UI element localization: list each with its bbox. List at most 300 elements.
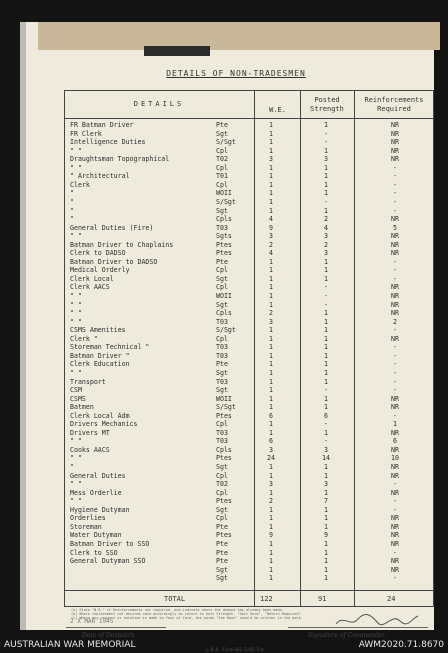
cell-rank: Sgt — [216, 129, 228, 138]
cell-rank: T03 — [216, 351, 228, 360]
cell-posted: 1 — [324, 172, 328, 181]
cell-rank: Cpl — [216, 146, 228, 155]
cell-rank: Sgt — [216, 386, 228, 395]
cell-rank: Ptes — [216, 497, 232, 506]
cell-reinforcements: NR — [391, 240, 399, 249]
table-row — [64, 164, 434, 172]
details-table — [64, 90, 434, 607]
header-reinf: Reinforcements Required — [364, 96, 424, 113]
cell-reinforcements: 10 — [391, 454, 399, 463]
cell-rank: S/Sgt — [216, 326, 236, 335]
cell-reinforcements: - — [393, 163, 397, 172]
document-title: DETAILS OF NON-TRADESMEN — [166, 69, 306, 78]
cell-posted: 1 — [324, 163, 328, 172]
cell-we: 1 — [269, 292, 273, 300]
cell-rank: Pte — [216, 548, 228, 557]
cell-reinforcements: NR — [391, 283, 399, 292]
cell-rank: Cpl — [216, 471, 228, 480]
cell-rank: Sgt — [216, 274, 228, 283]
table-row — [64, 463, 434, 471]
cell-detail: " " — [70, 437, 82, 446]
cell-detail: Medical Orderly — [70, 266, 130, 275]
date-stamp: 2 X MAR 1945 — [70, 618, 114, 625]
table-row — [64, 275, 434, 283]
cell-we: 1 — [269, 189, 273, 198]
cell-rank: Cpl — [216, 180, 228, 189]
cell-we: 1 — [269, 557, 273, 566]
cell-detail: Hygiene Dutyman — [70, 505, 130, 514]
cell-detail: " " — [70, 292, 82, 300]
cell-we: 1 — [269, 488, 273, 497]
table-row — [64, 403, 434, 411]
table-row — [64, 574, 434, 582]
cell-posted: 3 — [324, 232, 328, 241]
cell-reinforcements: - — [393, 197, 397, 206]
cell-we: 1 — [269, 471, 273, 480]
cell-rank: T02 — [216, 155, 228, 164]
cell-rank: Ptes — [216, 411, 232, 420]
redacted-block — [144, 46, 210, 56]
cell-posted: 1 — [324, 574, 328, 583]
cell-reinforcements: - — [393, 505, 397, 514]
cell-we: 1 — [269, 206, 273, 215]
cell-we: 1 — [269, 300, 273, 309]
cell-detail: General Duties — [70, 471, 126, 480]
table-row — [64, 198, 434, 206]
cell-detail: Clerk AACS — [70, 283, 110, 292]
cell-rank: T01 — [216, 172, 228, 181]
cell-rank: Pte — [216, 522, 228, 531]
table-row — [64, 472, 434, 480]
cell-posted: 2 — [324, 240, 328, 249]
cell-detail: Orderlies — [70, 514, 106, 523]
cell-posted: 14 — [322, 454, 330, 463]
cell-posted: 1 — [324, 428, 328, 437]
cell-we: 1 — [269, 197, 273, 206]
cell-reinforcements: - — [393, 480, 397, 489]
cell-posted: 1 — [324, 368, 328, 377]
cell-detail: " " — [70, 480, 82, 489]
table-row — [64, 352, 434, 360]
cell-reinforcements: NR — [391, 309, 399, 318]
cell-detail: CSMS Amenities — [70, 326, 126, 335]
cell-reinforcements: NR — [391, 334, 399, 343]
cell-detail: Clerk Local — [70, 274, 114, 283]
cell-we: 1 — [269, 180, 273, 189]
cell-posted: 1 — [324, 317, 328, 326]
table-row — [64, 531, 434, 539]
cell-we: 1 — [269, 403, 273, 412]
cell-reinforcements: - — [393, 172, 397, 181]
cell-detail: Clerk — [70, 180, 90, 189]
cell-we: 1 — [269, 257, 273, 266]
table-row — [64, 232, 434, 240]
cell-detail: Mess Orderlie — [70, 488, 122, 497]
table-row — [64, 138, 434, 146]
cell-rank: T03 — [216, 437, 228, 446]
cell-we: 1 — [269, 360, 273, 369]
cell-rank: Ptes — [216, 240, 232, 249]
cell-posted: 2 — [324, 215, 328, 224]
cell-posted: - — [324, 292, 328, 300]
cell-rank: Sgt — [216, 300, 228, 309]
cell-we: 1 — [269, 343, 273, 352]
form-reference: L.R.Q. Form-362-1/45-5lm. — [206, 647, 267, 652]
cell-we: 1 — [269, 266, 273, 275]
cell-reinforcements: NR — [391, 531, 399, 540]
cell-we: 6 — [269, 437, 273, 446]
cell-we: 1 — [269, 522, 273, 531]
cell-reinforcements: - — [393, 368, 397, 377]
cell-posted: 1 — [324, 394, 328, 403]
cell-reinforcements: - — [393, 548, 397, 557]
table-row — [64, 301, 434, 309]
footnote-a: (a) State "N.R." if Reinforcements not required, and indicate where the demand has already been made. — [71, 608, 284, 612]
cell-we: 3 — [269, 445, 273, 454]
cell-posted: 1 — [324, 403, 328, 412]
cell-we: 1 — [269, 138, 273, 147]
cell-posted: - — [324, 300, 328, 309]
cell-rank: Sgt — [216, 574, 228, 583]
cell-detail: " " — [70, 300, 82, 309]
cell-detail: " — [70, 463, 74, 471]
cell-reinforcements: - — [393, 351, 397, 360]
cell-detail: " " — [70, 317, 82, 326]
cell-detail: Water Dutyman — [70, 531, 122, 540]
cell-we: 1 — [269, 283, 273, 292]
cell-rank: WOII — [216, 189, 232, 198]
cell-posted: 1 — [324, 539, 328, 548]
cell-reinforcements: - — [393, 343, 397, 352]
cell-we: 2 — [269, 497, 273, 506]
cell-posted: 1 — [324, 334, 328, 343]
cell-we: 1 — [269, 351, 273, 360]
cell-posted: 1 — [324, 351, 328, 360]
cell-we: 9 — [269, 531, 273, 540]
date-line — [66, 627, 166, 628]
cell-detail: Clerk Education — [70, 360, 130, 369]
table-row — [64, 172, 434, 180]
cell-posted: 3 — [324, 249, 328, 258]
cell-rank: Sgt — [216, 565, 228, 574]
cell-posted: 1 — [324, 180, 328, 189]
cell-rank: Cpls — [216, 309, 232, 318]
cell-detail: Batman Driver " — [70, 351, 130, 360]
cell-we: 1 — [269, 334, 273, 343]
table-row — [64, 454, 434, 462]
cell-detail: " " — [70, 163, 82, 172]
cell-detail: " Architectural — [70, 172, 130, 181]
table-row — [64, 360, 434, 368]
cell-reinforcements: NR — [391, 428, 399, 437]
cell-detail: Draughtsman Topographical — [70, 155, 170, 164]
date-of-despatch-label: Date of Despatch — [82, 632, 135, 639]
cell-detail: General Duties (Fire) — [70, 223, 154, 232]
cell-posted: 3 — [324, 480, 328, 489]
footnote-c: (c) Where any request or notation is made on face of form, the words "See Back" should be written in the back. — [71, 616, 303, 620]
cell-reinforcements: NR — [391, 121, 399, 129]
table-row — [64, 121, 434, 129]
cell-detail: Clerk " — [70, 334, 98, 343]
cell-rank: Pte — [216, 257, 228, 266]
cell-posted: 1 — [324, 505, 328, 514]
table-row — [64, 207, 434, 215]
cell-reinforcements: NR — [391, 522, 399, 531]
cell-posted: 4 — [324, 223, 328, 232]
cell-detail: Batman Driver to SSO — [70, 539, 150, 548]
cell-we: 3 — [269, 155, 273, 164]
cell-rank: S/Sgt — [216, 197, 236, 206]
cell-reinforcements: - — [393, 377, 397, 386]
cell-we: 1 — [269, 548, 273, 557]
cell-posted: 6 — [324, 411, 328, 420]
cell-posted: 1 — [324, 377, 328, 386]
table-top-rule — [64, 90, 434, 91]
total-posted: 91 — [318, 595, 327, 603]
cell-reinforcements: - — [393, 257, 397, 266]
cell-we: 1 — [269, 463, 273, 471]
cell-posted: - — [324, 386, 328, 395]
signature-line — [288, 627, 428, 628]
cell-reinforcements: 6 — [393, 437, 397, 446]
cell-we: 1 — [269, 428, 273, 437]
table-row — [64, 429, 434, 437]
table-row — [64, 549, 434, 557]
table-row — [64, 155, 434, 163]
cell-posted: 1 — [324, 557, 328, 566]
cell-reinforcements: NR — [391, 292, 399, 300]
cell-detail: Batman Driver to Chaplains — [70, 240, 174, 249]
cell-detail: CSMS — [70, 394, 86, 403]
cell-reinforcements: - — [393, 274, 397, 283]
cell-posted: - — [324, 129, 328, 138]
cell-posted: - — [324, 197, 328, 206]
footnote-b: (b) Where replacement not desired note accordingly as return to Unit Strength, "Unit Sore", "Return Required". — [71, 612, 303, 616]
cell-we: 3 — [269, 480, 273, 489]
cell-we: 1 — [269, 377, 273, 386]
table-row — [64, 514, 434, 522]
cell-posted: 1 — [324, 360, 328, 369]
table-row — [64, 489, 434, 497]
cell-reinforcements: - — [393, 386, 397, 395]
cell-detail: " " — [70, 232, 82, 241]
cell-rank: Sgt — [216, 505, 228, 514]
cell-reinforcements: NR — [391, 232, 399, 241]
cell-reinforcements: NR — [391, 557, 399, 566]
table-row — [64, 292, 434, 300]
table-row — [64, 241, 434, 249]
cell-rank: Cpl — [216, 514, 228, 523]
cell-detail: Clerk Local Adm — [70, 411, 130, 420]
cell-we: 4 — [269, 215, 273, 224]
table-row — [64, 557, 434, 565]
cell-reinforcements: NR — [391, 215, 399, 224]
cell-we: 24 — [267, 454, 275, 463]
table-row — [64, 437, 434, 445]
table-row — [64, 266, 434, 274]
cell-posted: - — [324, 437, 328, 446]
cell-posted: 1 — [324, 274, 328, 283]
cell-detail: FR Clerk — [70, 129, 102, 138]
cell-we: 1 — [269, 514, 273, 523]
cell-reinforcements: NR — [391, 539, 399, 548]
cell-reinforcements: NR — [391, 471, 399, 480]
cell-posted: 1 — [324, 471, 328, 480]
cell-detail: Intelligence Duties — [70, 138, 146, 147]
cell-reinforcements: - — [393, 206, 397, 215]
cell-posted: 1 — [324, 189, 328, 198]
cell-detail: " — [70, 215, 74, 224]
table-row — [64, 326, 434, 334]
cell-detail: " — [70, 206, 74, 215]
cell-detail: Cooks AACS — [70, 445, 110, 454]
table-row — [64, 249, 434, 257]
cell-detail: Batman Driver to DADSO — [70, 257, 158, 266]
table-row — [64, 420, 434, 428]
table-row — [64, 386, 434, 394]
cell-detail: Transport — [70, 377, 106, 386]
cell-posted: 1 — [324, 146, 328, 155]
cell-posted: 1 — [324, 121, 328, 129]
cell-rank: Cpl — [216, 163, 228, 172]
table-row — [64, 497, 434, 505]
cell-we: 1 — [269, 274, 273, 283]
cell-posted: 1 — [324, 343, 328, 352]
cell-posted: - — [324, 420, 328, 429]
cell-rank: Cpls — [216, 445, 232, 454]
cell-posted: - — [324, 283, 328, 292]
cell-rank: Cpl — [216, 488, 228, 497]
table-row — [64, 224, 434, 232]
cell-posted: 3 — [324, 155, 328, 164]
cell-rank: Pte — [216, 539, 228, 548]
cell-rank: Sgt — [216, 368, 228, 377]
cell-detail: " " — [70, 368, 82, 377]
cell-rank: WOII — [216, 292, 232, 300]
cell-we: 2 — [269, 240, 273, 249]
cell-we: 1 — [269, 420, 273, 429]
footer-institution: AUSTRALIAN WAR MEMORIAL — [4, 640, 136, 650]
cell-reinforcements: NR — [391, 565, 399, 574]
cell-reinforcements: - — [393, 180, 397, 189]
table-row — [64, 130, 434, 138]
cell-we: 1 — [269, 565, 273, 574]
cell-reinforcements: - — [393, 574, 397, 583]
cell-we: 6 — [269, 411, 273, 420]
cell-posted: 1 — [324, 514, 328, 523]
cell-posted: 7 — [324, 497, 328, 506]
cell-we: 2 — [269, 309, 273, 318]
cell-we: 1 — [269, 129, 273, 138]
cell-reinforcements: - — [393, 189, 397, 198]
cell-reinforcements: 5 — [393, 223, 397, 232]
cell-reinforcements: - — [393, 326, 397, 335]
cell-reinforcements: 2 — [393, 317, 397, 326]
cell-rank: Sgt — [216, 206, 228, 215]
cell-reinforcements: - — [393, 411, 397, 420]
cell-rank: Cpls — [216, 215, 232, 224]
table-row — [64, 540, 434, 548]
tape-strip — [38, 22, 440, 50]
cell-detail: Storeman — [70, 522, 102, 531]
cell-reinforcements: NR — [391, 300, 399, 309]
cell-rank: Cpl — [216, 420, 228, 429]
cell-detail: " " — [70, 497, 82, 506]
table-row — [64, 335, 434, 343]
cell-rank: T03 — [216, 343, 228, 352]
cell-rank: WOII — [216, 394, 232, 403]
cell-rank: Pte — [216, 360, 228, 369]
header-posted: Posted Strength — [310, 96, 344, 113]
cell-rank: S/Sgt — [216, 403, 236, 412]
cell-reinforcements: NR — [391, 514, 399, 523]
cell-detail: Batmen — [70, 403, 94, 412]
cell-posted: 1 — [324, 565, 328, 574]
cell-reinforcements: NR — [391, 403, 399, 412]
total-we: 122 — [260, 595, 273, 603]
cell-posted: 1 — [324, 548, 328, 557]
cell-we: 1 — [269, 172, 273, 181]
cell-posted: - — [324, 138, 328, 147]
cell-posted: 1 — [324, 488, 328, 497]
cell-rank: T03 — [216, 317, 228, 326]
footer-accession: AWM2020.71.8670 — [358, 640, 444, 650]
table-row — [64, 181, 434, 189]
table-row — [64, 566, 434, 574]
cell-reinforcements: NR — [391, 146, 399, 155]
cell-detail: General Dutyman SSO — [70, 557, 146, 566]
cell-reinforcements: - — [393, 266, 397, 275]
cell-posted: 1 — [324, 309, 328, 318]
cell-posted: 1 — [324, 257, 328, 266]
signature-of-commander-label: Signature of Commander — [308, 632, 385, 639]
table-bottom-rule — [64, 606, 434, 607]
cell-we: 1 — [269, 394, 273, 403]
cell-reinforcements: NR — [391, 394, 399, 403]
cell-posted: 1 — [324, 463, 328, 471]
header-details: DETAILS — [133, 100, 185, 108]
cell-detail: Drivers MT — [70, 428, 110, 437]
total-label: TOTAL — [164, 595, 186, 603]
cell-posted: 3 — [324, 445, 328, 454]
cell-rank: T02 — [216, 480, 228, 489]
table-row — [64, 446, 434, 454]
cell-we: 1 — [269, 505, 273, 514]
cell-rank: Cpl — [216, 283, 228, 292]
cell-reinforcements: NR — [391, 249, 399, 258]
cell-detail: " " — [70, 146, 82, 155]
cell-rank: Pte — [216, 121, 228, 129]
cell-reinforcements: NR — [391, 488, 399, 497]
table-row — [64, 523, 434, 531]
cell-detail: Clerk to SSO — [70, 548, 118, 557]
cell-rank: T03 — [216, 377, 228, 386]
cell-detail: " — [70, 197, 74, 206]
table-row — [64, 215, 434, 223]
cell-detail: Storeman Technical " — [70, 343, 150, 352]
cell-reinforcements: NR — [391, 155, 399, 164]
table-row — [64, 283, 434, 291]
cell-reinforcements: 1 — [393, 420, 397, 429]
table-row — [64, 506, 434, 514]
cell-we: 1 — [269, 146, 273, 155]
cell-reinforcements: NR — [391, 129, 399, 138]
cell-rank: Sgt — [216, 463, 228, 471]
cell-we: 1 — [269, 326, 273, 335]
cell-rank: Cpl — [216, 266, 228, 275]
cell-rank: T03 — [216, 428, 228, 437]
cell-we: 1 — [269, 121, 273, 129]
